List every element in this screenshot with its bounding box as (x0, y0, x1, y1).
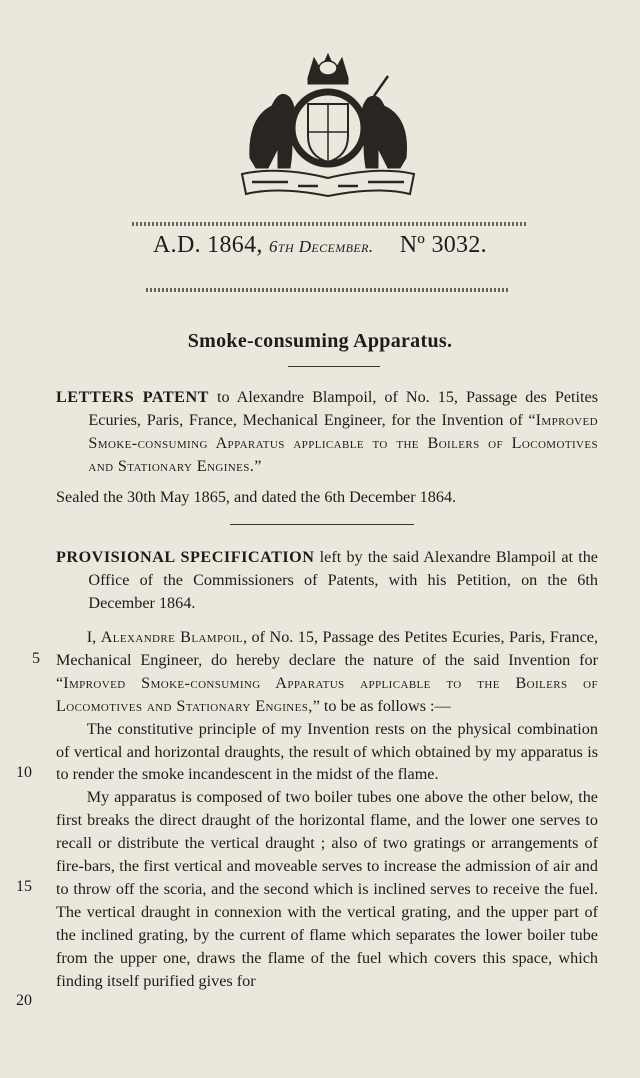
section-rule (230, 524, 414, 525)
body-invention-title: Improved Smoke-consuming Apparatus applicable to the Boilers of Locomotives and Stationary Engines, (56, 673, 598, 715)
top-ornamental-rule (132, 222, 526, 226)
letters-patent-section (56, 386, 598, 478)
body-paragraph-2: The constitutive principle of my Invention rests on the physical combination of vertical and horizontal draughts, the result of which obtained by my apparatus is to render the smoke incandescent in the midst of the flame. (56, 719, 598, 784)
title-rule (288, 366, 380, 367)
specification-body (56, 626, 598, 993)
inventor-name: Alexandre Blampoil (100, 628, 244, 646)
provisional-section (56, 546, 598, 615)
provisional-lead: PROVISIONAL SPECIFICATION (56, 548, 315, 566)
line-number-15: 15 (16, 878, 32, 895)
provisional-paragraph: PROVISIONAL SPECIFICATION left by the said Alexandre Blampoil at the Office of the Commissioners of Patents, with his Petition, on the 6th December 1864. (56, 548, 598, 612)
patent-heading (0, 232, 640, 259)
page-title: Smoke-consuming Apparatus. (187, 330, 453, 352)
patent-number: Nº 3032. (399, 232, 487, 258)
letters-patent-lead: LETTERS PATENT (56, 388, 209, 406)
year: A.D. 1864, (153, 232, 263, 258)
heading-rule (146, 288, 510, 292)
line-number-5: 5 (32, 650, 40, 667)
royal-coat-of-arms (228, 48, 428, 198)
sealed-line: Sealed the 30th May 1865, and dated the 6th December 1864. (56, 488, 457, 506)
line-number-20: 20 (16, 992, 32, 1009)
body-paragraph-1: I, Alexandre Blampoil, of No. 15, Passage des Petites Ecuries, Paris, France, Mechanical Engineer, do hereby declare the nature of the said Invention for “Improved Smoke-consuming Apparatus applicable to the Boilers of Locomotives and Stationary Engines,” to be as follows :— (56, 628, 598, 715)
body-paragraph-3: My apparatus is composed of two boiler tubes one above the other below, the first breaks the direct draught of the horizontal flame, and the lower one serves to recall or distribute the vertical draught ; also of two gratings or arrangements of fire-bars, the first vertical and moveable serves to increase the admission of air and to throw off the scoria, and the second which is inclined serves to receive the fuel. The vertical draught in connexion with the vertical grating, and the upper part of the inclined grating, by the current of flame which separates the lower boiler tube from the upper one, draws the flame of the fuel which covers this space, which finding itself purified gives for (56, 788, 598, 990)
invention-title: Improved Smoke-consuming Apparatus applicable to the Boilers of Locomotives and Stationary Engines. (88, 410, 598, 475)
line-number-10: 10 (16, 764, 32, 781)
letters-patent-paragraph: LETTERS PATENT to Alexandre Blampoil, of No. 15, Passage des Petites Ecuries, Paris, France, Mechanical Engineer, for the Invention of “Improved Smoke-consuming Apparatus applicable to the Boilers of Locomotives and Stationary Engines.” (56, 388, 599, 475)
date: 6th December. (269, 237, 374, 256)
